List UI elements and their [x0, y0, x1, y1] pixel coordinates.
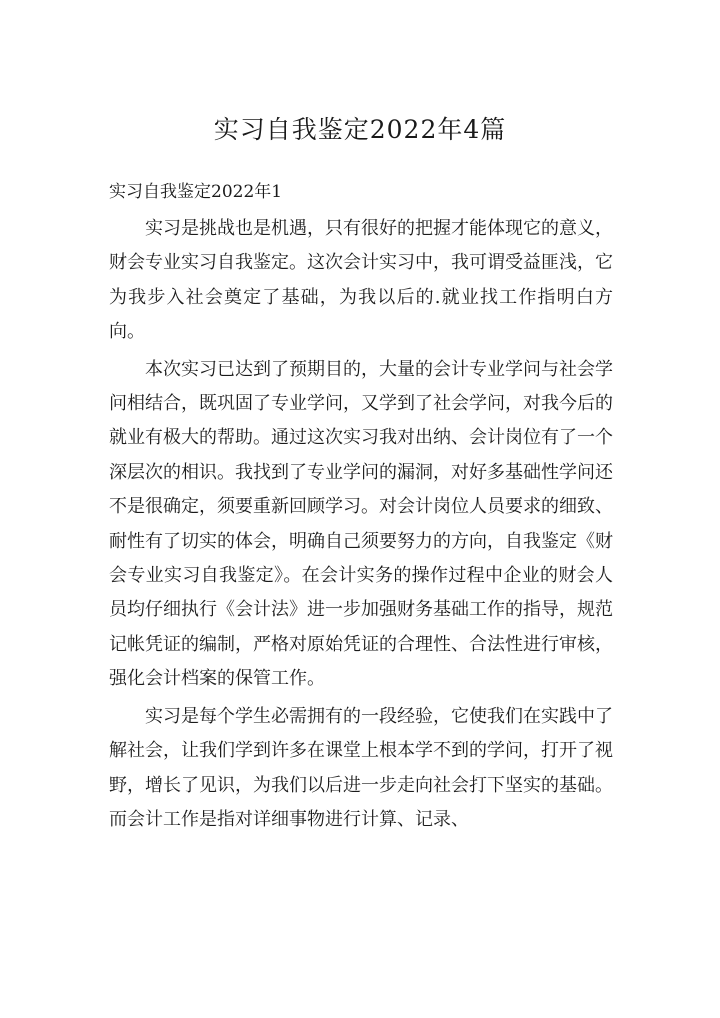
paragraph-3: 实习是每个学生必需拥有的一段经验，它使我们在实践中了解社会，让我们学到许多在课堂上根本学不到的学问，打开了视野，增长了见识，为我们以后进一步走向社会打下坚实的基础。而会计工作是指对详细事物进行计算、记录、: [109, 705, 613, 830]
document-body: [109, 212, 613, 840]
paragraph-1: 实习是挑战也是机遇，只有很好的把握才能体现它的意义，财会专业实习自我鉴定。这次会计实习中，我可谓受益匪浅，它为我步入社会奠定了基础，为我以后的.就业找工作指明白方向。: [109, 218, 613, 343]
section-heading: 实习自我鉴定2022年1: [109, 182, 283, 202]
document-title: 实习自我鉴定2022年4篇: [213, 115, 507, 144]
paragraph-2: 本次实习已达到了预期目的，大量的会计专业学问与社会学问相结合，既巩固了专业学问，又学到了社会学问，对我今后的就业有极大的帮助。通过这次实习我对出纳、会计岗位有了一个深层次的相识。我找到了专业学问的漏洞，对好多基础性学问还不是很确定，须要重新回顾学习。对会计岗位人员要求的细致、耐性有了切实的体会，明确自己须要努力的方向，自我鉴定《财会专业实习自我鉴定》。在会计实务的操作过程中企业的财会人员均仔细执行《会计法》进一步加强财务基础工作的指导，规范记帐凭证的编制，严格对原始凭证的合理性、合法性进行审核，强化会计档案的保管工作。: [109, 358, 613, 690]
